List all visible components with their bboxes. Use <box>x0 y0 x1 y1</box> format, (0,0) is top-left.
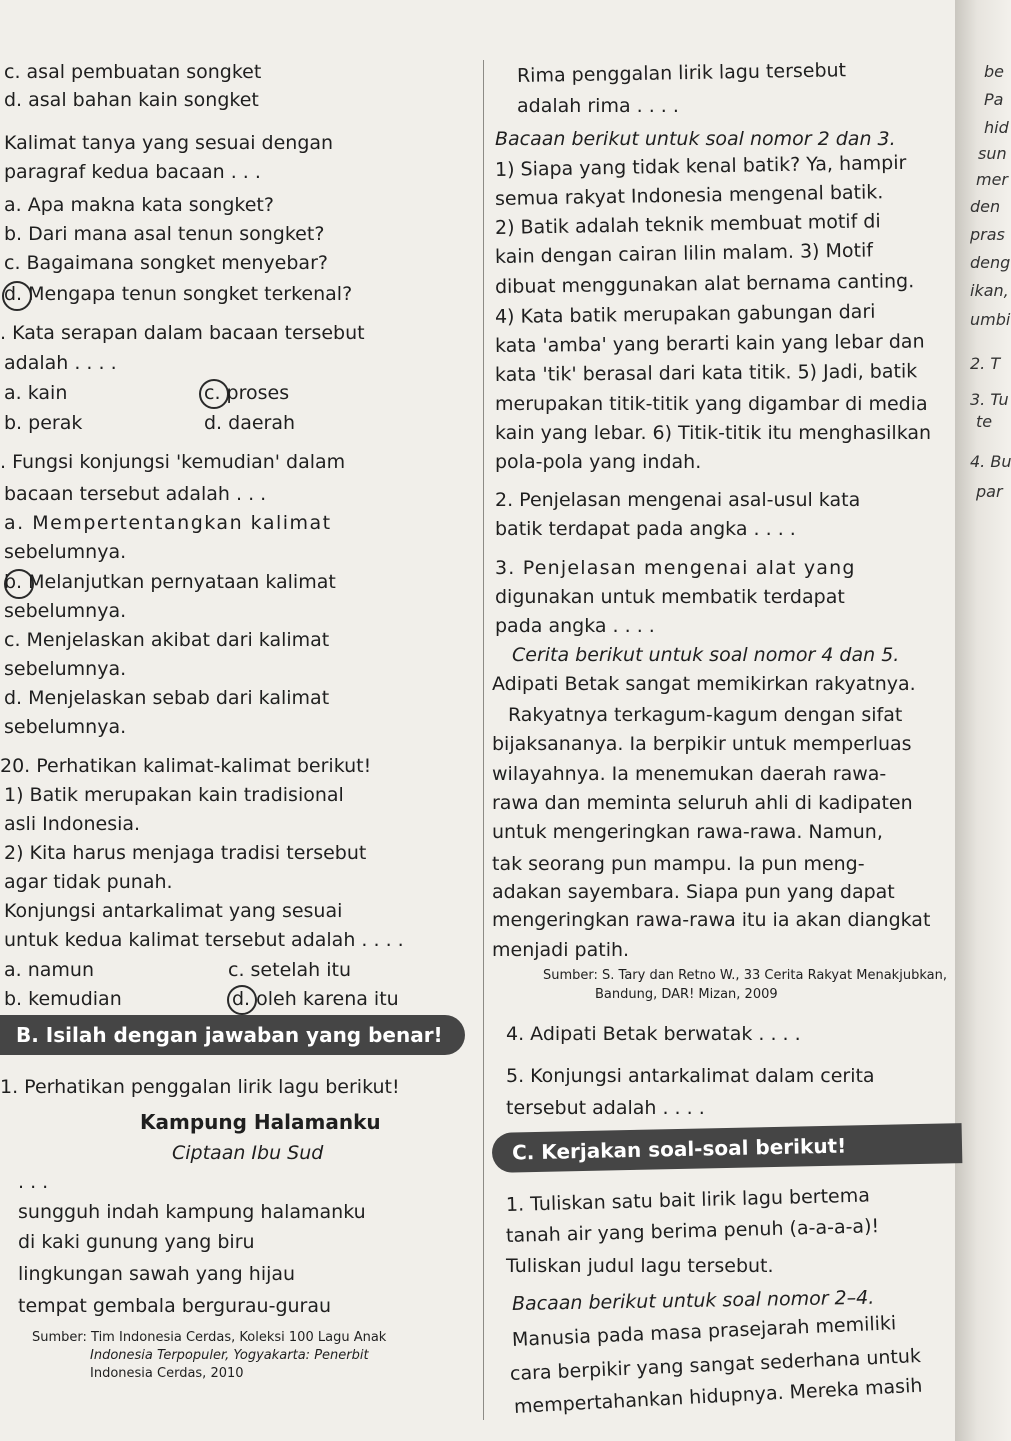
q11-stem-1: . Fungsi konjungsi 'kemudian' dalam <box>0 451 346 473</box>
section-c-header: C. Kerjakan soal-soal berikut! <box>492 1123 963 1173</box>
q20-question-1: Konjungsi antarkalimat yang sesuai <box>4 900 343 922</box>
song-title: Kampung Halamanku <box>140 1110 381 1134</box>
story-line-1: Adipati Betak sangat memikirkan rakyatnya. <box>492 673 916 695</box>
q20-sentence-2-cont: agar tidak punah. <box>4 871 173 893</box>
edge-text: hid <box>984 118 1009 137</box>
story-line-7: tak seorang pun mampu. Ia pun meng- <box>492 853 865 875</box>
q11-option-d: d. Menjelaskan sebab dari kalimat <box>4 687 330 709</box>
passage-intro: Bacaan berikut untuk soal nomor 2 dan 3. <box>495 128 896 150</box>
q20-question-2: untuk kedua kalimat tersebut adalah . . . . <box>4 929 404 951</box>
q3-line-3: pada angka . . . . <box>495 615 655 637</box>
song-author: Ciptaan Ibu Sud <box>172 1142 324 1164</box>
story-line-9: mengeringkan rawa-rawa itu ia akan diangkat <box>492 909 931 931</box>
rhyme-question-1: Rima penggalan lirik lagu tersebut <box>516 59 847 87</box>
q5-line-1: 5. Konjungsi antarkalimat dalam cerita <box>506 1065 875 1087</box>
q5-line-2: tersebut adalah . . . . <box>506 1097 705 1119</box>
song-line-4: tempat gembala bergurau-gurau <box>18 1295 332 1317</box>
edge-text: be <box>984 62 1004 81</box>
q10-option-a: a. kain <box>4 382 68 404</box>
section-b-header: B. Isilah dengan jawaban yang benar! <box>0 1015 465 1055</box>
edge-text: Pa <box>984 90 1004 109</box>
edge-text: mer <box>976 170 1009 189</box>
edge-text: 3. Tu <box>970 390 1009 409</box>
edge-text: den <box>970 197 1001 216</box>
story-intro: Cerita berikut untuk soal nomor 4 dan 5. <box>512 644 900 666</box>
passage-line-3: 2) Batik adalah teknik membuat motif di <box>494 210 881 239</box>
c-passage-line-2: cara berpikir yang sangat sederhana untuk <box>509 1345 922 1385</box>
q8-option-c: c. asal pembuatan songket <box>4 61 262 83</box>
q11-stem-2: bacaan tersebut adalah . . . <box>4 483 267 505</box>
passage-line-1: 1) Siapa yang tidak kenal batik? Ya, hampir <box>494 151 907 181</box>
q2-line-1: 2. Penjelasan mengenai asal-usul kata <box>495 489 861 511</box>
story-line-2: Rakyatnya terkagum-kagum dengan sifat <box>508 704 903 726</box>
edge-text: te <box>976 412 993 431</box>
q20-sentence-1: 1) Batik merupakan kain tradisional <box>4 784 344 806</box>
q10-stem-2: adalah . . . . <box>4 352 117 374</box>
q10-option-c: c. proses <box>204 382 290 404</box>
q2-line-2: batik terdapat pada angka . . . . <box>495 518 796 540</box>
song-source-3: Indonesia Cerdas, 2010 <box>90 1366 244 1381</box>
story-source-2: Bandung, DAR! Mizan, 2009 <box>595 987 778 1002</box>
edge-text: ikan, <box>970 281 1009 300</box>
edge-text: 2. T <box>970 354 1001 373</box>
story-line-4: wilayahnya. Ia menemukan daerah rawa- <box>492 763 887 785</box>
q11-option-b: b. Melanjutkan pernyataan kalimat <box>4 571 336 593</box>
q11-option-c-cont: sebelumnya. <box>4 658 127 680</box>
story-line-8: adakan sayembara. Siapa pun yang dapat <box>492 881 895 903</box>
column-divider <box>483 60 484 1420</box>
c1-line-1: 1. Tuliskan satu bait lirik lagu bertema <box>505 1184 871 1216</box>
passage-line-8: kata 'tik' berasal dari kata titik. 5) Jadi, batik <box>494 360 918 386</box>
song-line-3: lingkungan sawah yang hijau <box>18 1263 296 1285</box>
q9-option-c: c. Bagaimana songket menyebar? <box>4 252 328 274</box>
q11-option-c: c. Menjelaskan akibat dari kalimat <box>4 629 330 651</box>
c-passage-line-1: Manusia pada masa prasejarah memiliki <box>511 1312 897 1351</box>
q20-option-c: c. setelah itu <box>228 959 352 981</box>
q11-option-a-cont: sebelumnya. <box>4 541 127 563</box>
story-line-5: rawa dan meminta seluruh ahli di kadipaten <box>492 792 913 814</box>
c1-line-2: tanah air yang berima penuh (a-a-a-a)! <box>505 1215 880 1247</box>
story-line-10: menjadi patih. <box>492 939 630 961</box>
passage-line-2: semua rakyat Indonesia mengenal batik. <box>494 181 884 210</box>
q20-option-a: a. namun <box>4 959 94 981</box>
q20-option-b: b. kemudian <box>4 988 122 1010</box>
q10-stem-1: . Kata serapan dalam bacaan tersebut <box>0 322 365 344</box>
passage-line-10: kain yang lebar. 6) Titik-titik itu menghasilkan <box>495 422 932 444</box>
q20-sentence-2: 2) Kita harus menjaga tradisi tersebut <box>4 842 367 864</box>
song-line-2: di kaki gunung yang biru <box>18 1231 255 1253</box>
q9-option-a: a. Apa makna kata songket? <box>4 194 274 216</box>
q11-option-d-cont: sebelumnya. <box>4 716 127 738</box>
q9-option-d: d. Mengapa tenun songket terkenal? <box>4 283 353 305</box>
q20-sentence-1-cont: asli Indonesia. <box>4 813 141 835</box>
edge-text: deng <box>970 253 1011 272</box>
edge-text: par <box>976 482 1003 501</box>
b1-stem: 1. Perhatikan penggalan lirik lagu berikut! <box>0 1076 400 1098</box>
passage-line-9: merupakan titik-titik yang digambar di media <box>495 393 928 415</box>
edge-text: sun <box>978 144 1007 163</box>
edge-text: 4. Bu <box>970 452 1011 471</box>
q11-option-a: a. Mempertentangkan kalimat <box>4 512 332 534</box>
story-line-3: bijaksananya. Ia berpikir untuk memperluas <box>492 733 912 755</box>
q9-stem-1: Kalimat tanya yang sesuai dengan <box>4 132 334 154</box>
rhyme-question-2: adalah rima . . . . <box>517 95 679 117</box>
c-passage-line-3: mempertahankan hidupnya. Mereka masih <box>513 1374 923 1418</box>
passage-line-6: 4) Kata batik merupakan gabungan dari <box>494 300 876 328</box>
q9-option-b: b. Dari mana asal tenun songket? <box>4 223 325 245</box>
story-line-6: untuk mengeringkan rawa-rawa. Namun, <box>492 821 883 843</box>
q4: 4. Adipati Betak berwatak . . . . <box>506 1023 801 1045</box>
edge-text: pras <box>970 225 1005 244</box>
q9-stem-2: paragraf kedua bacaan . . . <box>4 161 261 183</box>
song-source-1: Sumber: Tim Indonesia Cerdas, Koleksi 100 Lagu Anak <box>32 1330 387 1345</box>
q20-stem: 20. Perhatikan kalimat-kalimat berikut! <box>0 755 372 777</box>
story-source-1: Sumber: S. Tary dan Retno W., 33 Cerita Rakyat Menakjubkan, <box>543 968 947 983</box>
song-source-2: Indonesia Terpopuler, Yogyakarta: Penerbit <box>90 1348 369 1363</box>
passage-line-11: pola-pola yang indah. <box>495 451 702 473</box>
q10-option-b: b. perak <box>4 412 83 434</box>
q3-line-2: digunakan untuk membatik terdapat <box>495 586 845 608</box>
passage-line-7: kata 'amba' yang berarti kain yang lebar dan <box>494 330 925 357</box>
passage-line-5: dibuat menggunakan alat bernama canting. <box>494 270 915 298</box>
c1-line-3: Tuliskan judul lagu tersebut. <box>506 1255 774 1277</box>
c-passage-intro: Bacaan berikut untuk soal nomor 2–4. <box>511 1286 875 1315</box>
edge-text: umbi <box>970 310 1011 329</box>
q11-option-b-cont: sebelumnya. <box>4 600 127 622</box>
song-line-1: sungguh indah kampung halamanku <box>18 1201 366 1223</box>
q10-option-d: d. daerah <box>204 412 296 434</box>
next-page-edge <box>955 0 1011 1441</box>
song-ellipsis: . . . <box>18 1171 49 1193</box>
q8-option-d: d. asal bahan kain songket <box>4 89 259 111</box>
passage-line-4: kain dengan cairan lilin malam. 3) Motif <box>494 239 874 268</box>
q3-line-1: 3. Penjelasan mengenai alat yang <box>495 557 856 579</box>
q20-option-d: d. oleh karena itu <box>232 988 399 1010</box>
